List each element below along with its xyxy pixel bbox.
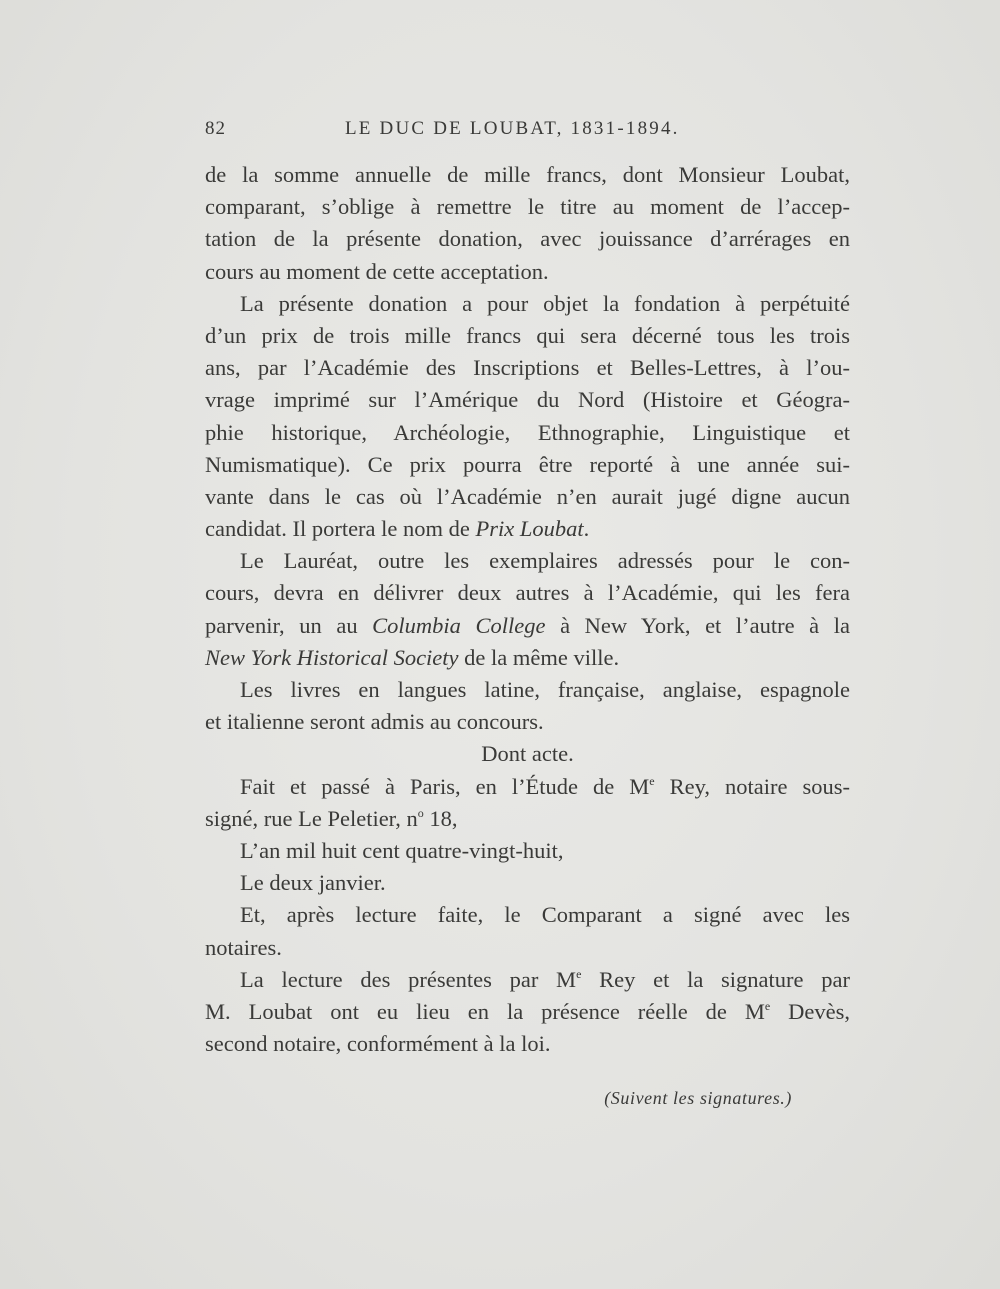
superscript: o <box>417 805 424 820</box>
text-line: d’un prix de trois mille francs qui sera décerné tous les trois <box>205 322 850 348</box>
text-line: de la somme annuelle de mille francs, dont Monsieur Loubat, <box>205 162 850 187</box>
paragraph-9 <box>205 964 850 1061</box>
text-run: de la même ville. <box>458 644 620 670</box>
text-run: candidat. Il portera le nom de <box>205 516 476 542</box>
spacer <box>205 1060 850 1082</box>
paragraph-3 <box>205 545 850 674</box>
paragraph-1 <box>205 159 850 288</box>
text-run: à New York, et l’autre à la <box>545 612 850 638</box>
text-line: La présente donation a pour objet la fondation à perpétuité <box>240 290 850 316</box>
institution-name: Columbia College <box>372 612 546 638</box>
text-line: tation de la présente donation, avec jouissance d’arrérages en <box>205 226 850 252</box>
text-line: cours au moment de cette acceptation. <box>205 258 549 284</box>
paragraph-6: L’an mil huit cent quatre-vingt-huit, <box>240 837 564 863</box>
prize-name: Prix Loubat <box>475 516 584 542</box>
page-number: 82 <box>205 118 226 139</box>
text-line: notaires. <box>205 934 282 960</box>
text-line <box>205 642 850 674</box>
institution-name: New York Historical Society <box>205 644 459 670</box>
text-line: Le Lauréat, outre les exemplaires adressés pour le con- <box>240 548 850 574</box>
text-line: comparant, s’oblige à remettre le titre au moment de l’accep- <box>205 194 850 220</box>
text-line <box>205 996 850 1028</box>
text-line: Les livres en langues latine, française, anglaise, espagnole <box>240 677 850 702</box>
paragraph-7: Le deux janvier. <box>240 870 386 896</box>
text-run: M. Loubat ont eu lieu en la présence réelle de M <box>205 998 765 1024</box>
text-line: Numismatique). Ce prix pourra être reporté à une année sui- <box>205 451 850 477</box>
text-line: ans, par l’Académie des Inscriptions et Belles-Lettres, à l’ou- <box>205 355 850 381</box>
text-run: . <box>583 516 590 542</box>
running-title: LE DUC DE LOUBAT, 1831-1894. <box>345 118 680 139</box>
dont-acte: Dont acte. <box>481 741 574 767</box>
text-run: signé, rue Le Peletier, n <box>205 805 418 831</box>
body-text <box>205 159 850 1114</box>
text-line <box>205 964 850 996</box>
text-run: Fait et passé à Paris, en l’Étude de M <box>240 773 650 799</box>
text-line <box>205 803 850 835</box>
paragraph-5 <box>205 771 850 835</box>
paragraph-2 <box>205 288 850 546</box>
text-line: phie historique, Archéologie, Ethnographie, Linguistique et <box>205 419 850 445</box>
paragraph-8 <box>205 899 850 963</box>
text-line: cours, devra en délivrer deux autres à l’Académie, qui les fera <box>205 580 850 606</box>
text-run: Devès, <box>770 998 850 1024</box>
superscript: e <box>649 773 655 788</box>
text-line <box>205 513 850 545</box>
superscript: e <box>764 998 771 1013</box>
text-line: vante dans le cas où l’Académie n’en aurait jugé digne aucun <box>205 483 850 509</box>
text-line <box>205 610 850 642</box>
running-head <box>205 118 850 148</box>
text-line: vrage imprimé sur l’Amérique du Nord (Histoire et Géogra- <box>205 387 850 413</box>
superscript: e <box>576 966 582 981</box>
text-line: Et, après lecture faite, le Comparant a signé avec les <box>240 902 850 928</box>
text-line: second notaire, conformément à la loi. <box>205 1031 551 1057</box>
text-line: et italienne seront admis au concours. <box>205 709 544 735</box>
text-run: 18, <box>423 805 458 831</box>
text-run: parvenir, un au <box>205 612 373 638</box>
text-run: Rey et la signature par <box>581 966 850 992</box>
text-run: Rey, notaire sous- <box>654 773 850 799</box>
signatures-note: (Suivent les signatures.) <box>604 1088 792 1109</box>
text-run: La lecture des présentes par M <box>240 966 577 992</box>
text-line <box>205 771 850 803</box>
paragraph-4 <box>205 674 850 738</box>
